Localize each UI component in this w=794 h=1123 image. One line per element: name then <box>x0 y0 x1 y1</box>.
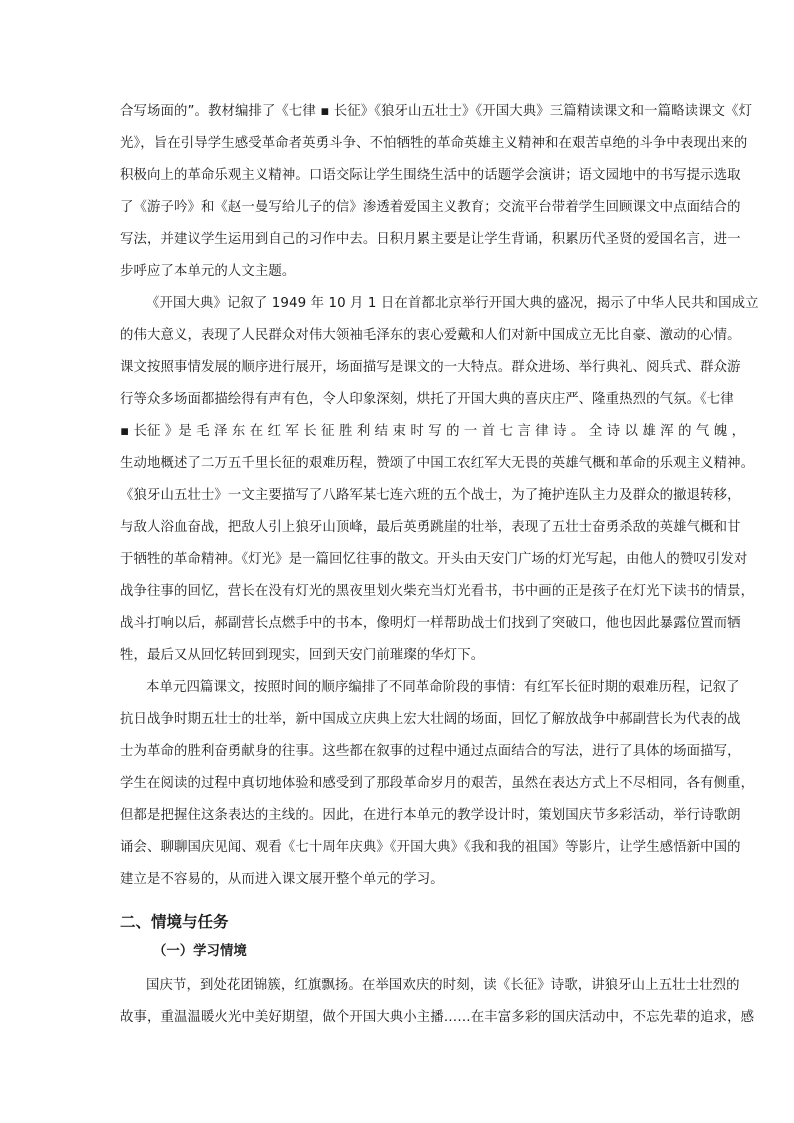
text-line: 国庆节，到处花团锦簇，红旗飘扬。在举国欢庆的时刻，读《长征》诗歌，讲狼牙山上五壮士壮烈的 <box>146 978 740 993</box>
text-line: 本单元四篇课文，按照时间的顺序编排了不同革命阶段的事情：有红军长征时期的艰难历程，记叙了 <box>146 680 740 695</box>
text-line: 与敌人浴血奋战，把敌人引上狼牙山顶峰，最后英勇跳崖的壮举，表现了五壮士奋勇杀敌的英雄气概和甘 <box>120 520 741 535</box>
text-line: 故事，重温温暖火光中美好期望，做个开国大典小主播……在丰富多彩的国庆活动中，不忘先辈的追求，感 <box>120 1010 755 1025</box>
text-line: 写法，并建议学生运用到自己的习作中去。日积月累主要是让学生背诵，积累历代圣贤的爱国名言，进一 <box>120 232 741 247</box>
text-line: 光》，旨在引导学生感受革命者英勇斗争、不怕牺牲的革命英雄主义精神和在艰苦卓绝的斗争中表现出来的 <box>120 136 748 151</box>
text-line: 牲，最后又从回忆转回到现实，回到天安门前璀璨的华灯下。 <box>120 648 485 663</box>
text-line: 行等众多场面都描绘得有声有色，令人印象深刻，烘托了开国大典的喜庆庄严、隆重热烈的气氛。《七律 <box>120 392 734 407</box>
text-line: 的伟大意义，表现了人民群众对伟大领袖毛泽东的衷心爱戴和人们对新中国成立无比自豪、激动的心情。 <box>120 328 741 343</box>
text-line: 步呼应了本单元的人文主题。 <box>120 264 296 279</box>
text-line: 抗日战争时期五壮士的壮举，新中国成立庆典上宏大壮阔的场面，回忆了解放战争中郝副营长为代表的战 <box>120 712 741 727</box>
text-line: 积极向上的革命乐观主义精神。口语交际让学生围绕生活中的话题学会演讲；语文园地中的书写提示选取 <box>120 168 741 183</box>
text-line: 战斗打响以后，郝副营长点燃手中的书本，像明灯一样帮助战士们找到了突破口，他也因此暴露位置而牺 <box>120 616 741 631</box>
text-line: 课文按照事情发展的顺序进行展开，场面描写是课文的一大特点。群众进场、举行典礼、阅兵式、群众游 <box>120 360 741 375</box>
text-line: 《开国大典》记叙了 1949 年 10 月 1 日在首都北京举行开国大典的盛况，揭示了中华人民共和国成立 <box>146 296 759 311</box>
text-line: 士为革命的胜利奋勇献身的往事。这些都在叙事的过程中通过点面结合的写法，进行了具体的场面描写， <box>120 744 741 759</box>
text-line: 合写场面的”。教材编排了《七律 ▪ 长征》《狼牙山五壮士》《开国大典》三篇精读课文和一篇略读课文《灯 <box>120 104 753 119</box>
text-line: 学生在阅读的过程中真切地体验和感受到了那段革命岁月的艰苦，虽然在表达方式上不尽相同，各有侧重， <box>120 776 755 791</box>
text-line: 战争往事的回忆，营长在没有灯光的黑夜里划火柴充当灯光看书，书中画的正是孩子在灯光下读书的情景， <box>120 584 755 599</box>
text-line: 建立是不容易的，从而进入课文展开整个单元的学习。 <box>120 872 444 887</box>
text-line: 《狼牙山五壮士》一文主要描写了八路军某七连六班的五个战士，为了掩护连队主力及群众的撤退转移， <box>120 488 741 503</box>
section-heading: 二、情境与任务 <box>120 913 229 931</box>
text-line: 但都是把握住这条表达的主线的。因此，在进行本单元的教学设计时，策划国庆节多彩活动，举行诗歌朗 <box>120 808 741 823</box>
text-line: ▪ 长征 》是 毛 泽 东 在 红 军 长 征 胜 利 结 束 时 写 的 一 首 七 言 律 诗 。 全 诗 以 雄 浑 的 气 魄 ， <box>120 424 746 439</box>
subsection-heading: （一）学习情境 <box>153 944 247 959</box>
text-line: 于牺牲的革命精神。《灯光》是一篇回忆往事的散文。开头由天安门广场的灯光写起，由他人的赞叹引发对 <box>120 552 748 567</box>
text-line: 诵会、聊聊国庆见闻、观看《七十周年庆典》《开国大典》《我和我的祖国》等影片，让学生感悟新中国的 <box>120 840 741 855</box>
text-line: 生动地概述了二万五千里长征的艰难历程，赞颂了中国工农红军大无畏的英雄气概和革命的乐观主义精神。 <box>120 456 755 471</box>
text-line: 了《游子吟》和《赵一曼写给儿子的信》渗透着爱国主义教育；交流平台带着学生回顾课文中点面结合的 <box>120 200 741 215</box>
